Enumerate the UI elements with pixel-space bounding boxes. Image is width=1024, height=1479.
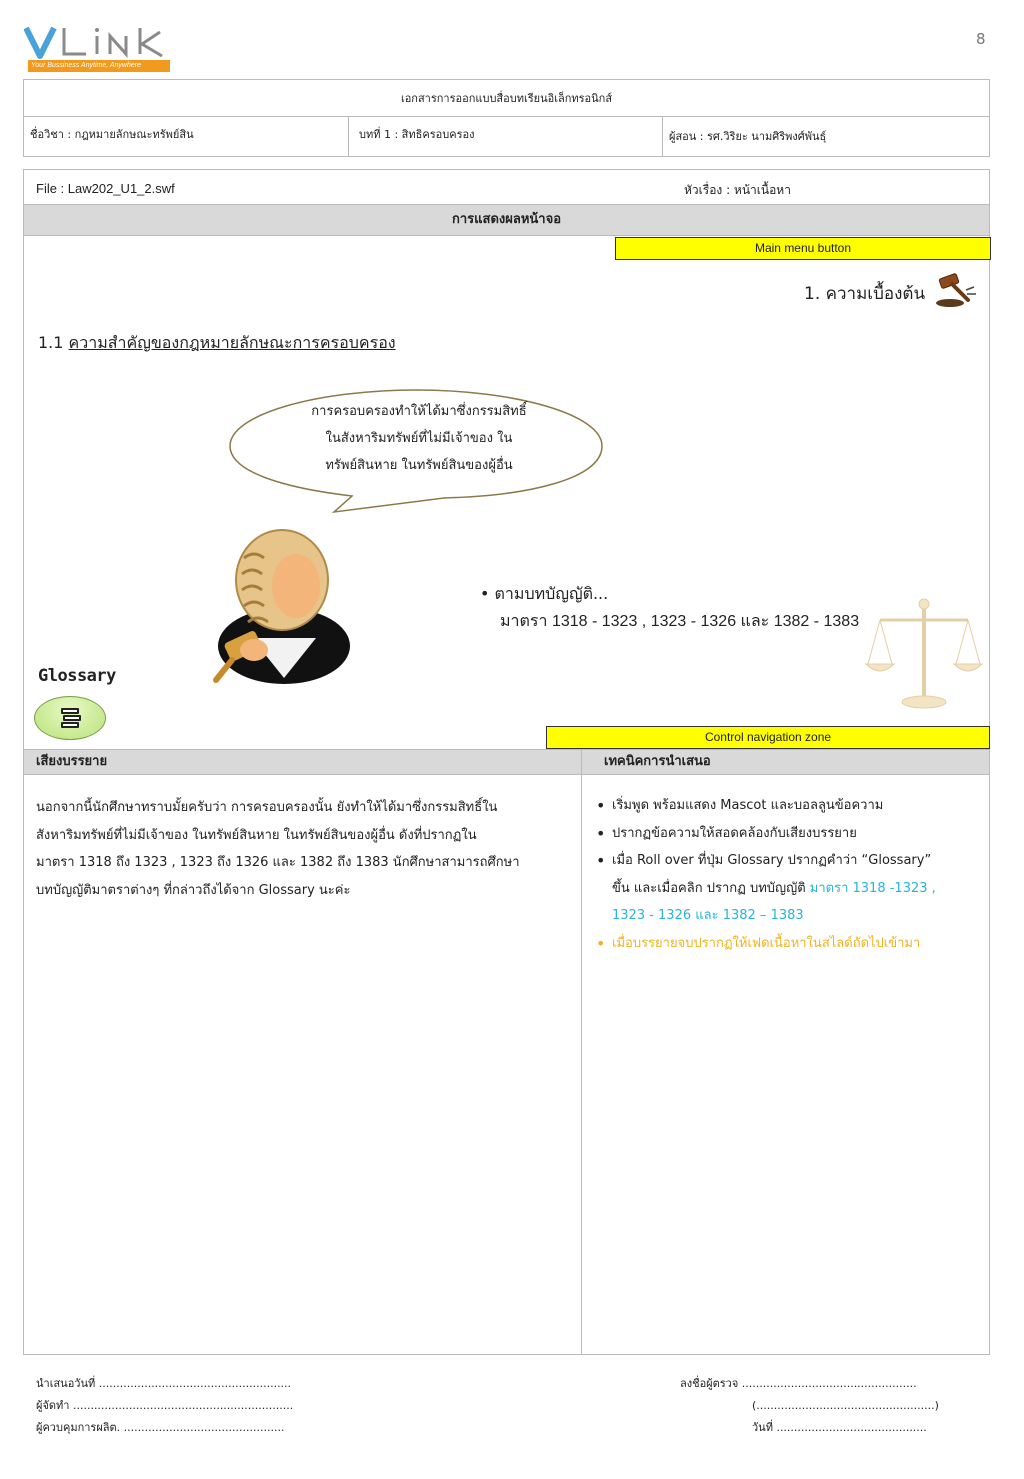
subheading-text: ความสำคัญของกฎหมายลักษณะการครอบครอง [68,333,396,352]
section-highlight: 1323 - 1326 และ 1382 – 1383 [612,908,804,923]
column-divider [581,749,582,1355]
vlink-logo-mark [24,22,172,60]
chapter-heading: 1. ความเบื้องต้น [804,284,926,304]
technique-item-next-slide: • เมื่อบรรยายจบปรากฏให้เฟดเนื้อหาในสไลด์ถัดไปเข้ามา [596,930,988,958]
footer-left [36,1373,293,1439]
file-name: File : Law202_U1_2.swf [36,181,175,196]
narration-text [36,794,561,904]
glossary-button[interactable] [34,696,106,740]
narration-line: มาตรา 1318 ถึง 1323 , 1323 ถึง 1326 และ 1382 ถึง 1383 นักศึกษาสามารถศึกษา [36,855,520,870]
production-controller-line: ผู้ควบคุมการผลิต. .............................................. [36,1421,285,1434]
bubble-line: ในสังหาริมทรัพย์ที่ไม่มีเจ้าของ ใน [325,431,513,446]
provision-sections: มาตรา 1318 - 1323 , 1323 - 1326 และ 1382 - 1383 [500,613,860,630]
technique-header: เทคนิคการนำเสนอ [604,754,711,769]
narration-line: สังหาริมทรัพย์ที่ไม่มีเจ้าของ ในทรัพย์สินหาย ในทรัพย์สินของผู้อื่น ดังที่ปรากฏใน [36,827,477,843]
vlink-logo [24,22,172,74]
producer-line: ผู้จัดทำ ............................................................... [36,1399,294,1412]
technique-item-line: • เมื่อ Roll over ที่ปุ่ม Glossary ปรากฏคำว่า “Glossary” [612,853,932,868]
section-highlight: มาตรา 1318 -1323 , [805,880,936,896]
main-menu-button[interactable]: Main menu button [615,237,991,260]
bubble-line: การครอบครองทำให้ได้มาซึ่งกรรมสิทธิ์ [311,404,527,419]
topic-label: หัวเรื่อง : หน้าเนื้อหา [684,183,791,197]
columns-header [24,749,989,775]
subject-cell: ชื่อวิชา : กฎหมายลักษณะทรัพย์สิน [24,117,349,157]
storyboard-frame [23,169,990,1355]
speech-bubble-text [274,398,564,479]
technique-item: • เริ่มพูด พร้อมแสดง Mascot และบอลลูนข้อความ [596,792,988,820]
reviewer-name-line: (...................................................) [752,1399,939,1412]
books-icon [59,705,83,731]
glossary-title: Glossary [38,666,116,686]
footer-right [680,1373,939,1439]
section-subheading [38,331,396,356]
reviewer-signature-line: ลงชื่อผู้ตรวจ .................................................. [680,1377,917,1390]
gavel-icon [932,272,978,308]
judge-mascot [192,528,360,686]
control-navigation-zone[interactable]: Control navigation zone [546,726,990,749]
screen-section-header: การแสดงผลหน้าจอ [24,204,989,236]
page-number: 8 [976,30,986,48]
file-row [24,170,989,204]
technique-list [596,792,988,957]
scales-of-justice-icon [864,594,984,714]
presented-date-line: นำเสนอวันที่ ....................................................... [36,1377,292,1390]
logo-tagline: Your Bussiness Anytime, Anywhere [28,60,170,72]
technique-item [596,847,988,930]
instructor-cell: ผู้สอน : รศ.วิริยะ นามศิริพงศ์พันธุ์ [669,130,827,143]
document-title: เอกสารการออกแบบสื่อบทเรียนอิเล็กทรอนิกส์ [24,80,989,117]
bubble-line: ทรัพย์สินหาย ในทรัพย์สินของผู้อื่น [325,458,513,473]
provision-title: ตามบทบัญญัติ... [494,584,609,603]
narration-line: นอกจากนี้นักศึกษาทราบมั้ยครับว่า การครอบครองนั้น ยังทำให้ได้มาซึ่งกรรมสิทธิ์ใน [36,800,498,815]
chapter-cell: บทที่ 1 : สิทธิครอบครอง [349,117,663,157]
document-header [23,79,990,157]
provision-line: • ตามบทบัญญัติ... [480,584,609,603]
narration-header: เสียงบรรยาย [36,754,108,769]
provision-bullet [480,580,859,636]
technique-item: • ปรากฏข้อความให้สอดคล้องกับเสียงบรรยาย [596,820,988,848]
review-date-line: วันที่ ........................................... [752,1421,927,1434]
narration-line: บทบัญญัติมาตราต่างๆ ที่กล่าวถึงได้จาก Glossary นะค่ะ [36,882,351,898]
technique-item-text: ขึ้น และเมื่อคลิก ปรากฏ บทบัญญัติ [612,880,806,896]
subheading-number: 1.1 [38,333,64,352]
technique-item-line [612,875,988,903]
